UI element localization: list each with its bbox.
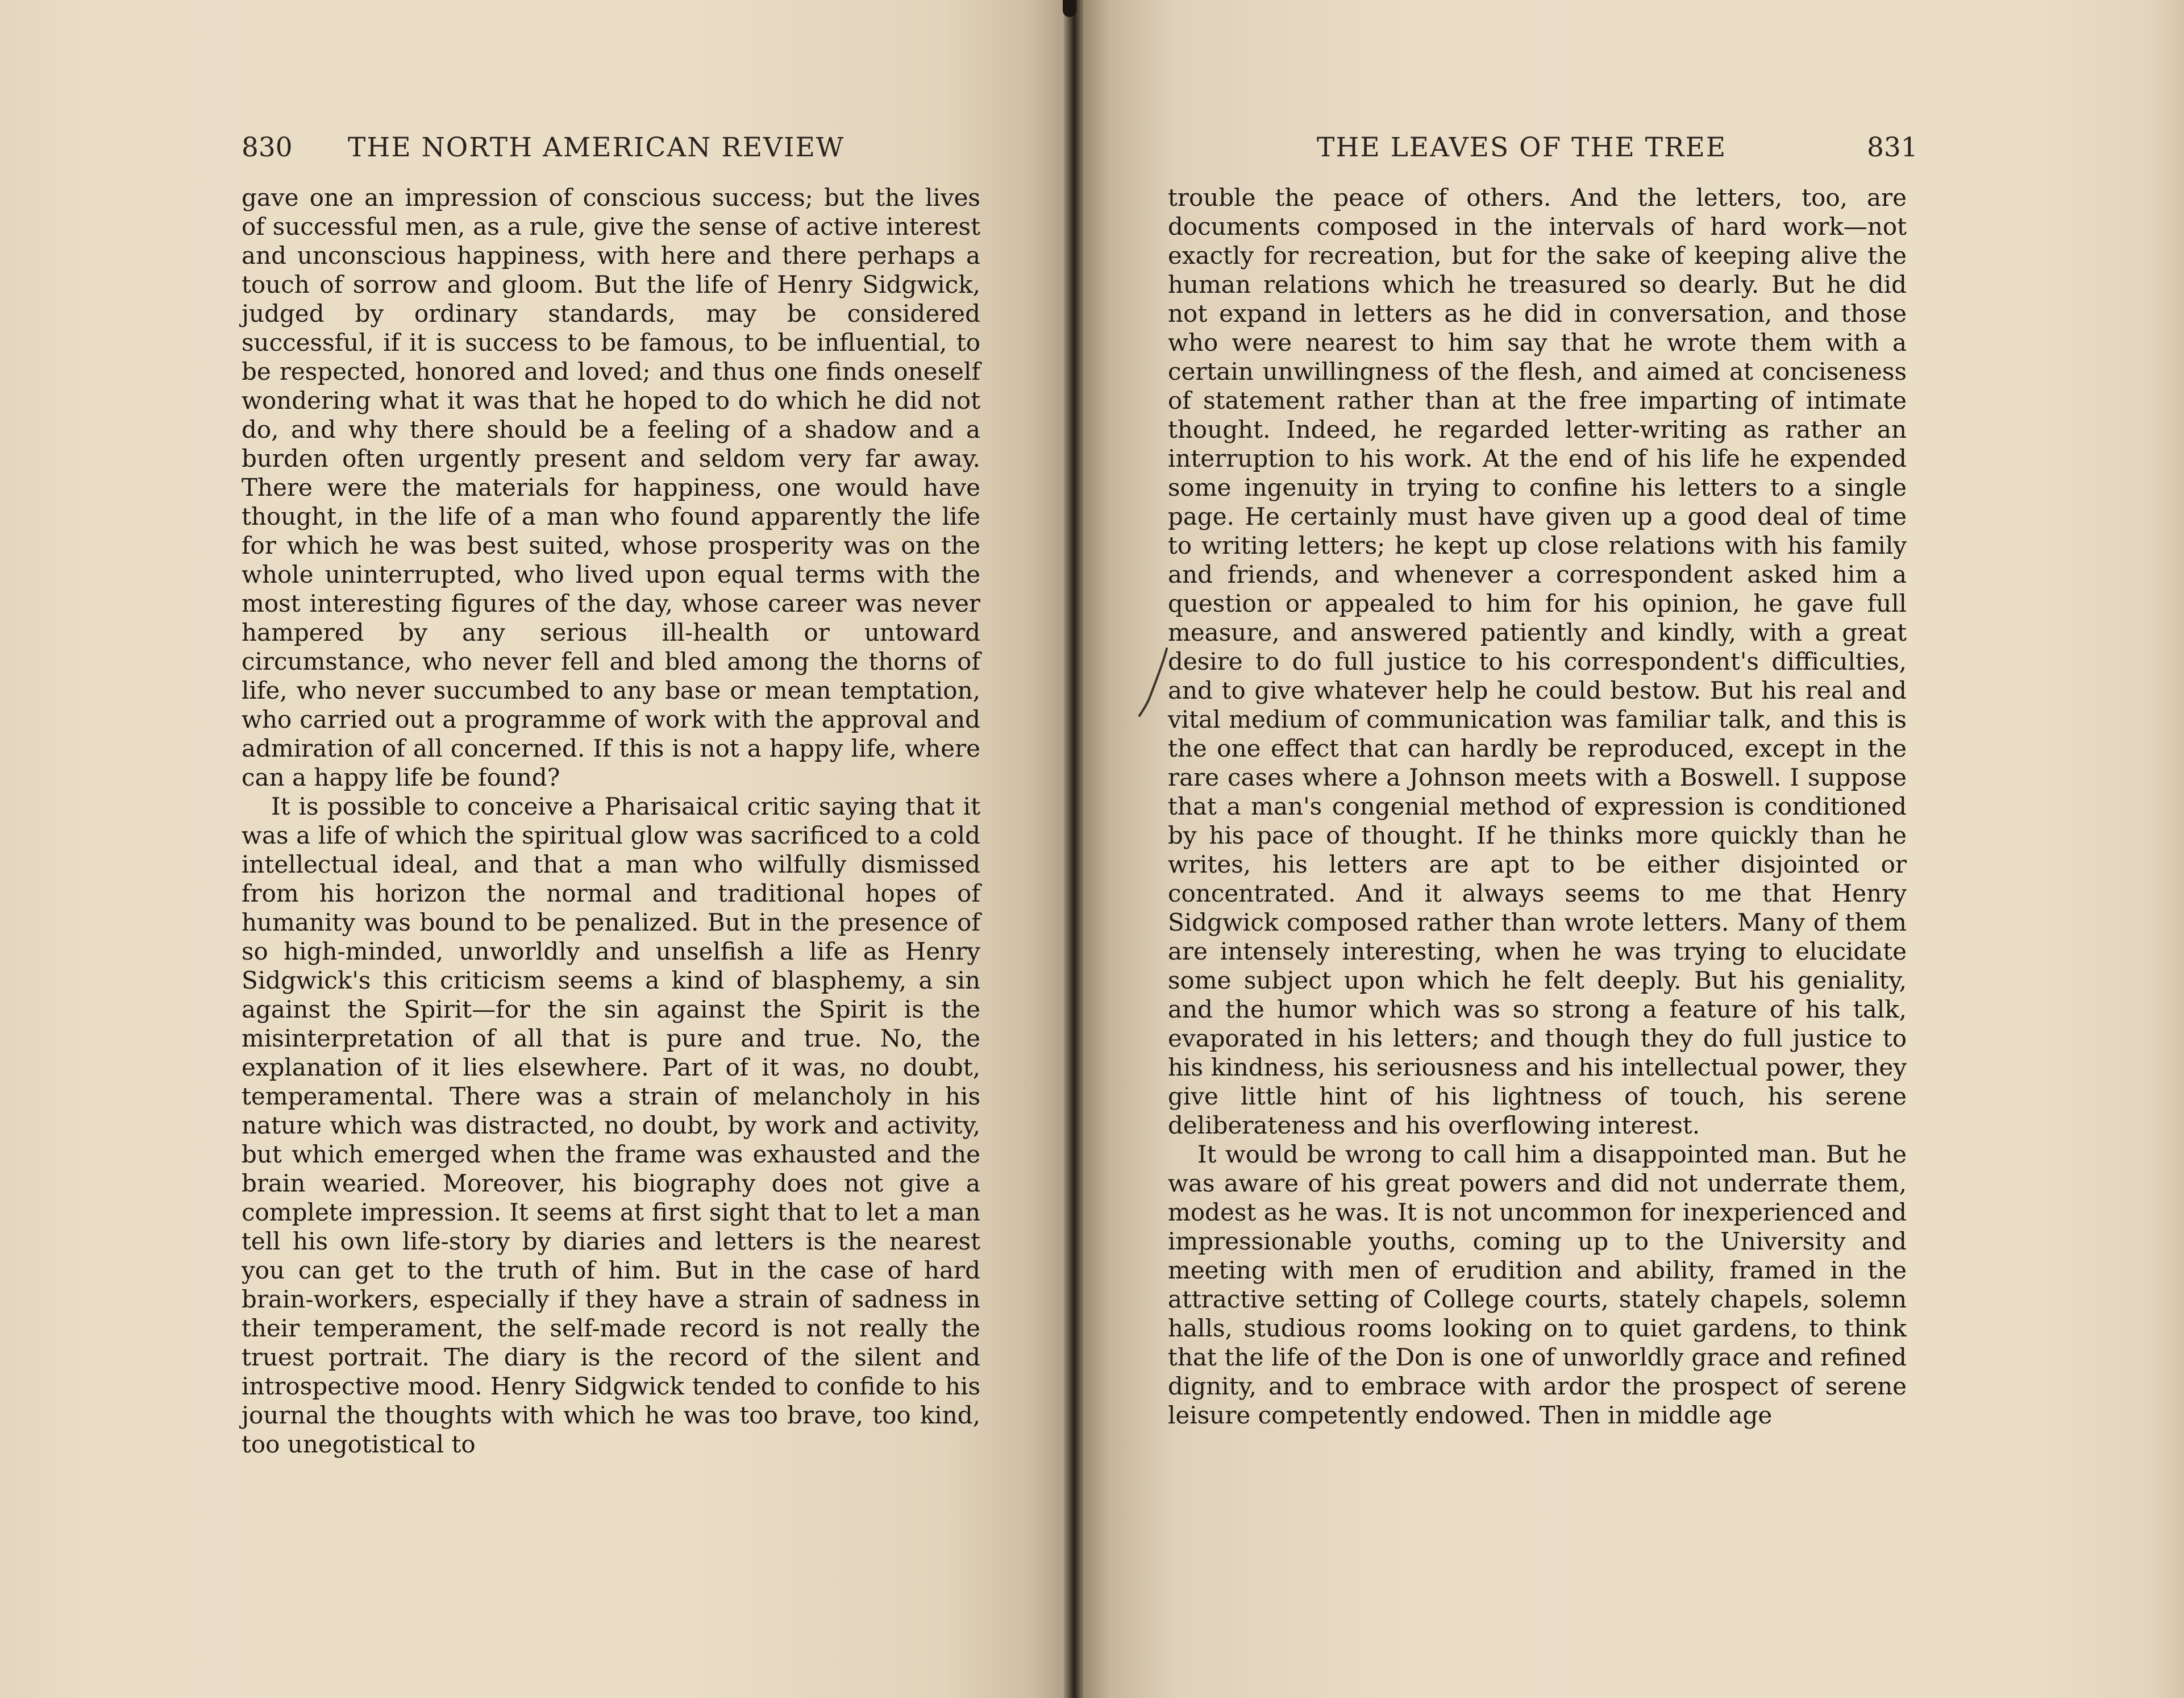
running-head-title-left: THE NORTH AMERICAN REVIEW bbox=[348, 132, 845, 163]
paragraph: It would be wrong to call him a disappointed man. But he was aware of his great powers and did not underrate them, modest as he was. It is not uncommon for inexperienced and impressionable youths, coming up to the University and meeting with men of erudition and ability, framed in the attractive setting of College courts, stately chapels, solemn halls, studious rooms looking on to quiet gardens, to think that the life of the Don is one of unworldly grace and refined dignity, and to embrace with ardor the prospect of serene leisure competently endowed. Then in middle age bbox=[1168, 1140, 1907, 1429]
pencil-margin-mark-icon bbox=[1134, 645, 1174, 719]
left-running-head bbox=[0, 132, 1074, 172]
binding-notch bbox=[1063, 0, 1076, 17]
paragraph: It is possible to conceive a Pharisaical critic saying that it was a life of which the spiritual glow was sacrificed to a cold intellectual ideal, and that a man who wilfully dismissed from his horizon the normal and traditional hopes of humanity was bound to be penalized. But in the presence of so high-minded, unworldly and unselfish a life as Henry Sidgwick's this criticism seems a kind of blasphemy, a sin against the Spirit—for the sin against the Spirit is the misinterpretation of all that is pure and true. No, the explanation of it lies elsewhere. Part of it was, no doubt, temperamental. There was a strain of melancholy in his nature which was distracted, no doubt, by work and activity, but which emerged when the frame was exhausted and the brain wearied. Moreover, his biography does not give a complete impression. It seems at first sight that to let a man tell his own life-story by diaries and letters is the nearest you can get to the truth of him. But in the case of hard brain-workers, especially if they have a strain of sadness in their temperament, the self-made record is not really the truest portrait. The diary is the record of the silent and introspective mood. Henry Sidgwick tended to confide to his journal the thoughts with which he was too brave, too kind, too unegotistical to bbox=[242, 792, 980, 1458]
paragraph: gave one an impression of conscious success; but the lives of successful men, as a rule, give the sense of active interest and unconscious happiness, with here and there perhaps a touch of sorrow and gloom. But the life of Henry Sidgwick, judged by ordinary standards, may be considered successful, if it is success to be famous, to be influential, to be respected, honored and loved; and thus one finds oneself wondering what it was that he hoped to do which he did not do, and why there should be a feeling of a shadow and a burden often urgently present and seldom very far away. There were the materials for happiness, one would have thought, in the life of a man who found apparently the life for which he was best suited, whose prosperity was on the whole uninterrupted, who lived upon equal terms with the most interesting figures of the day, whose career was never hampered by any serious ill-health or untoward circumstance, who never fell and bled among the thorns of life, who never succumbed to any base or mean temptation, who carried out a programme of work with the approval and admiration of all concerned. If this is not a happy life, where can a happy life be found? bbox=[242, 184, 980, 791]
left-body-text bbox=[242, 183, 980, 1459]
left-page bbox=[0, 0, 1074, 1698]
page-number-right: 831 bbox=[1867, 132, 1918, 163]
right-running-head bbox=[1077, 132, 2184, 172]
book-gutter bbox=[1064, 0, 1083, 1698]
paragraph: trouble the peace of others. And the letters, too, are documents composed in the intervals of hard work—not exactly for recreation, but for the sake of keeping alive the human relations which he treasured so dearly. But he did not expand in letters as he did in conversation, and those who were nearest to him say that he wrote them with a certain unwillingness of the flesh, and aimed at conciseness of statement rather than at the free imparting of intimate thought. Indeed, he regarded letter-writing as rather an interruption to his work. At the end of his life he expended some ingenuity in trying to confine his letters to a single page. He certainly must have given up a good deal of time to writing letters; he kept up close relations with his family and friends, and whenever a correspondent asked him a question or appealed to him for his opinion, he gave full measure, and answered patiently and kindly, with a great desire to do full justice to his correspondent's difficulties, and to give whatever help he could bestow. But his real and vital medium of communication was familiar talk, and this is the one effect that can hardly be reproduced, except in the rare cases where a Johnson meets with a Boswell. I suppose that a man's congenial method of expression is conditioned by his pace of thought. If he thinks more quickly than he writes, his letters are apt to be either disjointed or concentrated. And it always seems to me that Henry Sidgwick composed rather than wrote letters. Many of them are intensely interesting, when he was trying to elucidate some subject upon which he felt deeply. But his geniality, and the humor which was so strong a feature of his talk, evaporated in his letters; and though they do full justice to his kindness, his seriousness and his intellectual power, they give little hint of his lightness of touch, his serene deliberateness and his overflowing interest. bbox=[1168, 184, 1907, 1139]
page-number-left: 830 bbox=[242, 132, 293, 163]
right-body-text bbox=[1168, 183, 1907, 1430]
right-page bbox=[1077, 0, 2184, 1698]
running-head-title-right: THE LEAVES OF THE TREE bbox=[1317, 132, 1727, 163]
